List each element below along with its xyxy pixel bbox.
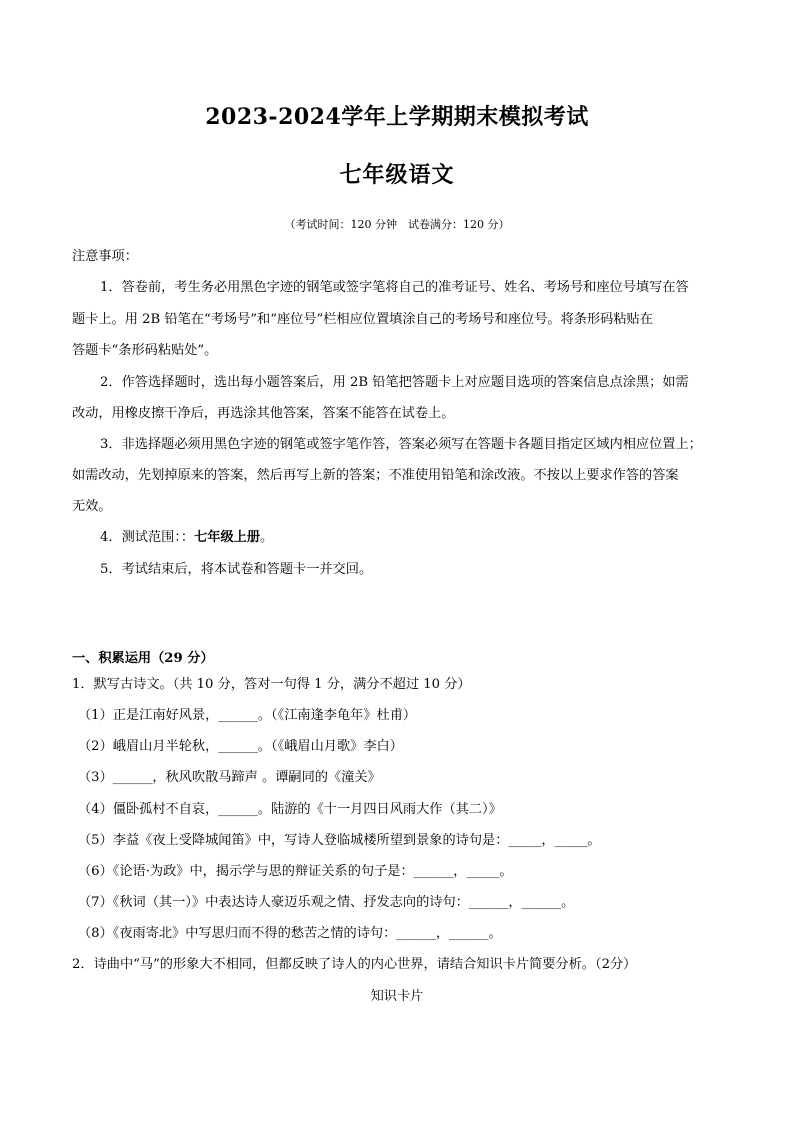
question-1-item: （4）僵卧孤村不自哀，______。陆游的《十一月四日风雨大作（其二）》: [78, 802, 502, 817]
exam-info: （考试时间：120 分钟 试卷满分：120 分）: [284, 218, 510, 231]
notice-2-line-2: 改动，用橡皮擦干净后，再选涂其他答案，答案不能答在试卷上。: [72, 406, 455, 421]
question-1-item: （5）李益《夜上受降城闻笛》中，写诗人登临城楼所望到景象的诗句是：_____，_____。: [78, 833, 601, 848]
notice-1-line-1: 1．答卷前，考生务必用黑色字迹的钢笔或签字笔将自己的准考证号、姓名、考场号和座位号填写在答: [100, 280, 689, 295]
question-1-item: （8）《夜雨寄北》中写思归而不得的愁苦之情的诗句：______，______。: [78, 926, 502, 941]
notice-1-line-2: 题卡上。用 2B 铅笔在“考场号”和“座位号”栏相应位置填涂自己的考场号和座位号。将条形码粘贴在: [72, 312, 653, 327]
question-2: 2．诗曲中“马”的形象大不相同，但都反映了诗人的内心世界，请结合知识卡片简要分析。（2分）: [72, 957, 637, 972]
notice-2-line-1: 2．作答选择题时，选出每小题答案后，用 2B 铅笔把答题卡上对应题目选项的答案信息点涂黑；如需: [100, 375, 689, 390]
exam-subject: 七年级语文: [339, 162, 455, 188]
notice-4: [100, 529, 724, 547]
notice-5: 5．考试结束后，将本试卷和答题卡一并交回。: [100, 562, 373, 577]
notice-4-suffix: 。: [260, 530, 274, 545]
notice-3-line-2: 如需改动，先划掉原来的答案，然后再写上新的答案；不准使用铅笔和涂改液。不按以上要求作答的答案: [72, 468, 679, 483]
notice-4-scope: 七年级上册: [194, 530, 261, 545]
question-1-item: （3）______，秋风吹散马蹄声 。谭嗣同的《潼关》: [78, 770, 381, 785]
question-1-item: （1）正是江南好风景，______。（《江南逢李龟年》杜甫）: [78, 708, 417, 723]
question-1-item: （7）《秋词（其一）》中表达诗人豪迈乐观之情、抒发志向的诗句：______，______。: [78, 895, 575, 910]
notice-3-line-1: 3．非选择题必须用黑色字迹的钢笔或签字笔作答，答案必须写在答题卡各题目指定区域内相应位置上；: [100, 437, 702, 452]
exam-title: 2023-2024学年上学期期末模拟考试: [205, 104, 589, 130]
notice-heading: 注意事项：: [72, 249, 138, 264]
question-1-item: （2）峨眉山月半轮秋，______。（《峨眉山月歌》李白）: [78, 739, 403, 754]
section-1-heading: 一、积累运用（29 分）: [72, 651, 214, 666]
notice-4-prefix: 4．测试范围：：: [100, 530, 195, 545]
notice-3-line-3: 无效。: [72, 499, 112, 514]
question-1-item: （6）《论语·为政》中，揭示学与思的辩证关系的句子是：______，_____。: [78, 864, 513, 879]
question-1: 1．默写古诗文。（共 10 分，答对一句得 1 分，满分不超过 10 分）: [72, 677, 471, 692]
knowledge-card-title: 知识卡片: [370, 989, 424, 1004]
notice-1-line-3: 答题卡“条形码粘贴处”。: [72, 343, 218, 358]
